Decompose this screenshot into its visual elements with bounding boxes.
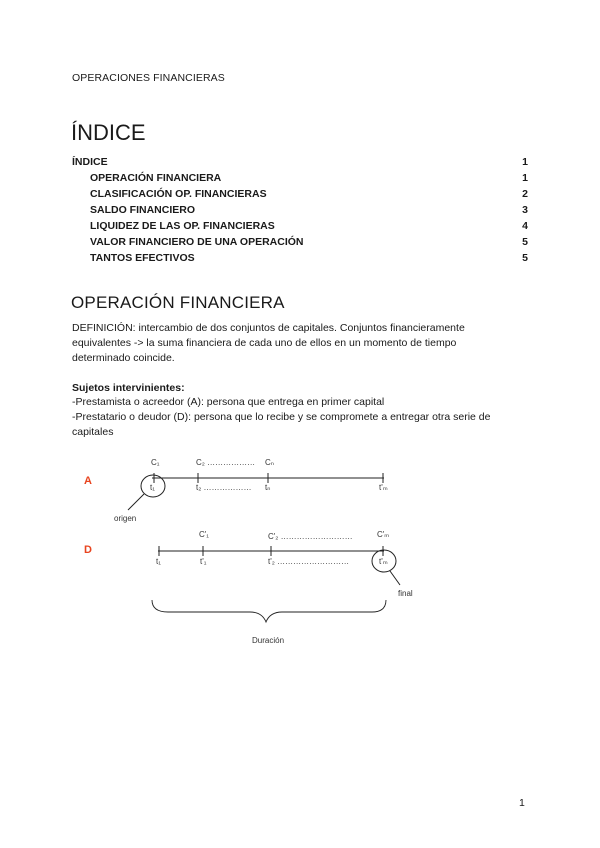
toc-entry-saldo[interactable] <box>72 202 528 218</box>
row-d-time-1: t₁ <box>156 557 161 566</box>
toc-entry-page: 1 <box>522 172 528 184</box>
toc-entry-page: 5 <box>522 236 528 248</box>
definition-line: equivalentes -> la suma financiera de cada uno de ellos en un momento de tiempo <box>72 337 457 349</box>
row-d-letter: D <box>84 544 92 556</box>
index-heading: ÍNDICE <box>71 120 146 145</box>
page-number: 1 <box>519 797 525 809</box>
toc-entry-page: 4 <box>522 220 528 232</box>
table-of-contents <box>72 154 528 266</box>
row-d-capital-m: C'ₘ <box>377 530 390 539</box>
definition-paragraph <box>72 321 532 366</box>
row-a-letter: A <box>84 475 92 487</box>
toc-entry-label: OPERACIÓN FINANCIERA <box>90 172 222 184</box>
toc-entry-page: 1 <box>522 156 528 168</box>
duration-brace <box>152 600 386 622</box>
row-a-capital-n: Cₙ <box>265 458 274 467</box>
toc-entry-valor-financiero[interactable] <box>72 234 528 250</box>
final-pointer <box>390 571 400 585</box>
toc-entry-page: 5 <box>522 252 528 264</box>
row-d-time-1p: t'₁ <box>200 557 207 566</box>
origin-label: origen <box>114 514 137 523</box>
toc-entry-clasificacion[interactable] <box>72 186 528 202</box>
toc-entry-indice[interactable] <box>72 154 528 170</box>
row-a-time-n: tₙ <box>265 483 271 492</box>
subjects-title: Sujetos intervinientes: <box>72 382 185 394</box>
subject-lender: -Prestamista o acreedor (A): persona que entrega en primer capital <box>72 396 385 408</box>
row-d-time-m: t'ₘ <box>379 557 388 566</box>
toc-entry-label: TANTOS EFECTIVOS <box>90 252 195 264</box>
financial-operation-diagram <box>72 450 432 650</box>
toc-entry-label: ÍNDICE <box>72 156 108 168</box>
row-a-time-1: t₁ <box>150 483 155 492</box>
origin-pointer <box>128 494 144 510</box>
subject-borrower <box>72 410 532 440</box>
toc-entry-liquidez[interactable] <box>72 218 528 234</box>
toc-entry-label: SALDO FINANCIERO <box>90 204 195 216</box>
final-label: final <box>398 589 413 598</box>
subject-borrower-line: -Prestatario o deudor (D): persona que lo recibe y se compromete a entregar otra serie de <box>72 411 491 423</box>
section-title: OPERACIÓN FINANCIERA <box>71 293 285 312</box>
page-header: OPERACIONES FINANCIERAS <box>72 72 225 84</box>
row-a-capital-2: C₂ ……………… <box>196 458 256 467</box>
row-a-capital-1: C₁ <box>151 458 160 467</box>
definition-line: determinado coincide. <box>72 352 175 364</box>
toc-entry-operacion-financiera[interactable] <box>72 170 528 186</box>
toc-entry-tantos-efectivos[interactable] <box>72 250 528 266</box>
duration-label: Duración <box>252 636 285 645</box>
toc-entry-page: 2 <box>522 188 528 200</box>
row-d-time-2p: t'₂ ……………………… <box>268 557 350 566</box>
toc-entry-label: VALOR FINANCIERO DE UNA OPERACIÓN <box>90 236 304 248</box>
toc-entry-label: LIQUIDEZ DE LAS OP. FINANCIERAS <box>90 220 275 232</box>
row-a-time-2: t₂ ……………… <box>196 483 252 492</box>
row-d-capital-1: C'₁ <box>199 530 210 539</box>
subject-borrower-line: capitales <box>72 426 114 438</box>
row-d-capital-2: C'₂ ……………………… <box>268 532 353 541</box>
definition-line: DEFINICIÓN: intercambio de dos conjuntos de capitales. Conjuntos financieramente <box>72 322 465 334</box>
toc-entry-label: CLASIFICACIÓN OP. FINANCIERAS <box>90 188 267 200</box>
toc-entry-page: 3 <box>522 204 528 216</box>
row-a-time-m: t'ₘ <box>379 483 388 492</box>
